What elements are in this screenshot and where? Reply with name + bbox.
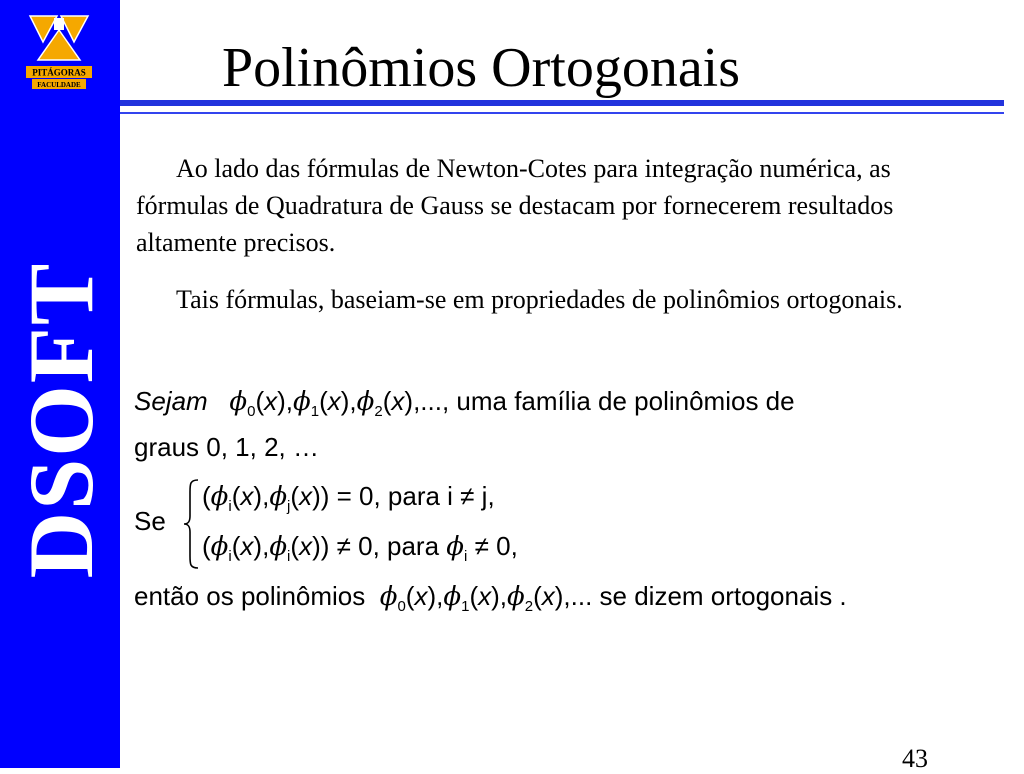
paragraph-1: Ao lado das fórmulas de Newton-Cotes para integração numérica, as fórmulas de Quadratura de Gauss se destacam por fornecerem resultados altamente precisos. bbox=[136, 154, 894, 257]
left-brace bbox=[182, 478, 200, 570]
se-word: Se bbox=[134, 506, 166, 536]
pitagoras-logo bbox=[24, 8, 94, 98]
condition-1-text: 0, para i ≠ j, bbox=[359, 481, 495, 511]
entao-text: então os polinômios bbox=[134, 581, 366, 611]
condition-2-text: ≠ 0, para bbox=[336, 531, 440, 561]
page-number: 43 bbox=[902, 744, 928, 773]
slide-title: Polinômios Ortogonais bbox=[222, 37, 741, 99]
title-rule-thin bbox=[120, 112, 1004, 114]
sidebar bbox=[0, 0, 120, 768]
title-rule-thick bbox=[120, 100, 1004, 106]
paragraph-2: Tais fórmulas, baseiam-se em propriedades de polinômios ortogonais. bbox=[176, 285, 903, 314]
family-text: uma família de polinômios de bbox=[456, 386, 795, 416]
condition-2: $(\phi_i(x),\phi_i(x)) \ne 0$, para $\phi_i \ne 0$, bbox=[202, 531, 518, 565]
logo-line2: FACULDADE bbox=[37, 81, 81, 89]
condition-2-end: ≠ 0, bbox=[474, 531, 518, 561]
brand-text: DSOFT bbox=[10, 261, 112, 579]
math-line-graus: graus 0, 1, 2, … bbox=[134, 432, 319, 462]
logo-line1: PITÁGORAS bbox=[32, 67, 86, 78]
conclusion-text: se dizem ortogonais . bbox=[599, 581, 847, 611]
brand-block bbox=[8, 250, 114, 590]
sejam-word: Sejam bbox=[134, 386, 208, 416]
math-line-conclusion: então os polinômios $\phi_0(x),\phi_1(x),\phi_2(x)$,... se dizem ortogonais . bbox=[134, 581, 847, 615]
math-line-sejam: Sejam $\phi_0(x),\phi_1(x),\phi_2(x)$,..., uma família de polinômios de bbox=[134, 386, 795, 420]
condition-1: $(\phi_i(x),\phi_j(x)) = 0$, para i ≠ j, bbox=[202, 481, 495, 515]
